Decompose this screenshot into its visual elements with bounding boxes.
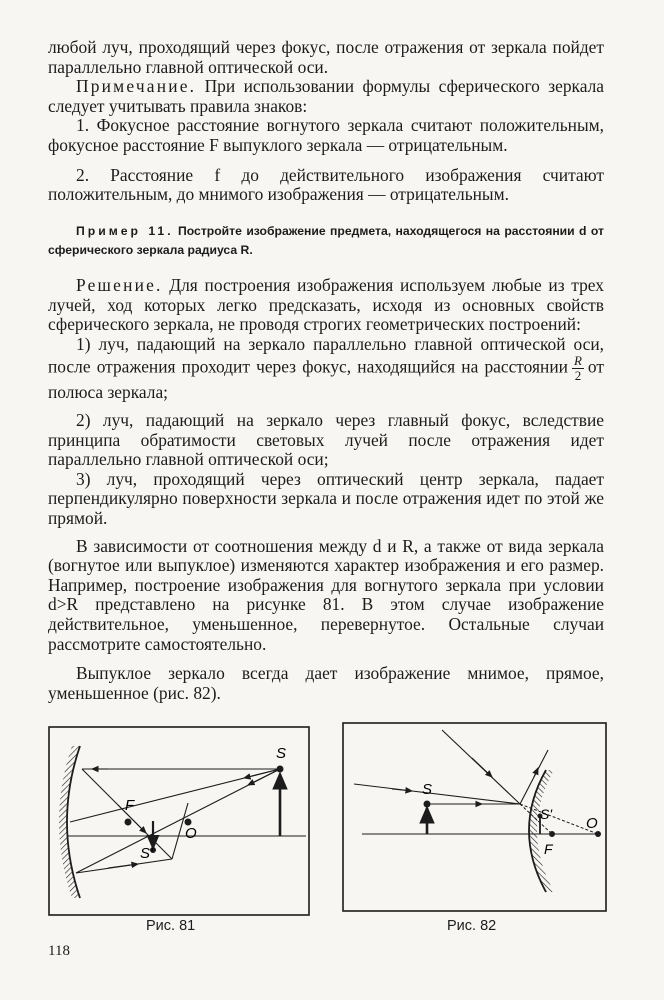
note-text: При использовании формулы сферического зеркала следует учитывать правила знаков: xyxy=(48,76,604,116)
label-o: O xyxy=(586,815,598,832)
caption-figure-82: Рис. 82 xyxy=(447,918,497,934)
point-f xyxy=(125,819,132,826)
label-s-prime: S' xyxy=(540,806,553,822)
point-s xyxy=(277,766,284,773)
mirror-hatching xyxy=(529,770,554,892)
ray-rule-1-start: 1) луч, падающий на зеркало параллельно главной оптической оси, после отражения проходит через фокус, находящийся на расстоянии xyxy=(48,333,604,377)
example-label: Пример 11. xyxy=(76,224,174,238)
fraction-numerator: R xyxy=(573,353,582,369)
solution-intro xyxy=(48,276,604,335)
ray-rule-2: 2) луч, падающий на зеркало через главный фокус, вследствие принципа обратимости световых лучей после отражения идет параллельно главной оптической оси; xyxy=(48,409,604,470)
point-s xyxy=(424,801,431,808)
page-number: 118 xyxy=(48,943,70,959)
paragraph-note xyxy=(48,77,604,116)
fraction-denominator: 2 xyxy=(574,368,582,384)
label-s: S xyxy=(276,745,287,762)
figure-82-diagram xyxy=(342,722,607,912)
note-label: Примечание. xyxy=(76,76,197,97)
figure-82 xyxy=(342,722,607,917)
ray-rule-3: 3) луч, проходящий через оптический центр зеркала, падает перпендикулярно поверхности зеркала и после отражения идет по этой же прямой. xyxy=(48,468,604,528)
label-f: F xyxy=(544,841,553,857)
paragraph-dependence: В зависимости от соотношения между d и R, а также от вида зеркала (вогнутое или выпуклое) изменяются характер изображения и его размер. Например, построение изображения для вогнутого зеркала при условии d>R представлено на рисунке 81. В этом случае изображение действительное, уменьшенное, перевернутое. Остальные случаи рассмотрите самостоятельно. xyxy=(48,535,604,654)
fraction-r-over-2 xyxy=(572,354,584,383)
example-11 xyxy=(48,222,604,260)
solution-intro-text: Для построения изображения используем любые из трех лучей, ход которых легко предсказать, исходя из основных свойств сферического зеркала, не проводя строгих геометрических построений: xyxy=(48,275,604,335)
figure-82-frame xyxy=(343,723,606,911)
text-block-top xyxy=(48,38,604,205)
mirror-hatching xyxy=(59,746,80,898)
arrow-2 xyxy=(244,769,280,778)
ray-towards-center xyxy=(354,784,520,804)
text-block-solution xyxy=(48,276,604,703)
caption-figure-81: Рис. 81 xyxy=(146,918,196,934)
arrow-5 xyxy=(108,864,138,868)
label-f: F xyxy=(125,797,135,814)
label-s: S xyxy=(422,781,433,798)
sign-rule-1: 1. Фокусное расстояние вогнутого зеркала считают положительным, фокусное расстояние F выпуклого зеркала — отрицательным. xyxy=(48,115,604,155)
arrow-1 xyxy=(472,758,492,777)
point-f xyxy=(549,831,555,837)
sign-rule-2: 2. Расстояние f до действительного изображения считают положительным, до мнимого изображения — отрицательным. xyxy=(48,164,604,205)
paragraph-ray-through-focus: любой луч, проходящий через фокус, после отражения от зеркала пойдет параллельно главной оптической оси. xyxy=(48,37,604,77)
solution-label: Решение. xyxy=(76,275,163,295)
arrow-4 xyxy=(534,768,538,777)
label-o: O xyxy=(185,825,197,842)
figure-81-diagram xyxy=(48,726,310,916)
ray-rule-1-end: от полюса зеркала; xyxy=(48,356,604,403)
example-text: Постройте изображение предмета, находящегося на расстоянии d от сферического зеркала радиуса R. xyxy=(48,224,605,257)
arrow-1 xyxy=(248,769,280,785)
paragraph-convex-mirror: Выпуклое зеркало всегда дает изображение мнимое, прямое, уменьшенное (рис. 82). xyxy=(48,663,604,703)
figure-81 xyxy=(48,726,310,921)
label-s-prime: S' xyxy=(140,845,153,862)
ray-rule-1 xyxy=(48,335,604,403)
